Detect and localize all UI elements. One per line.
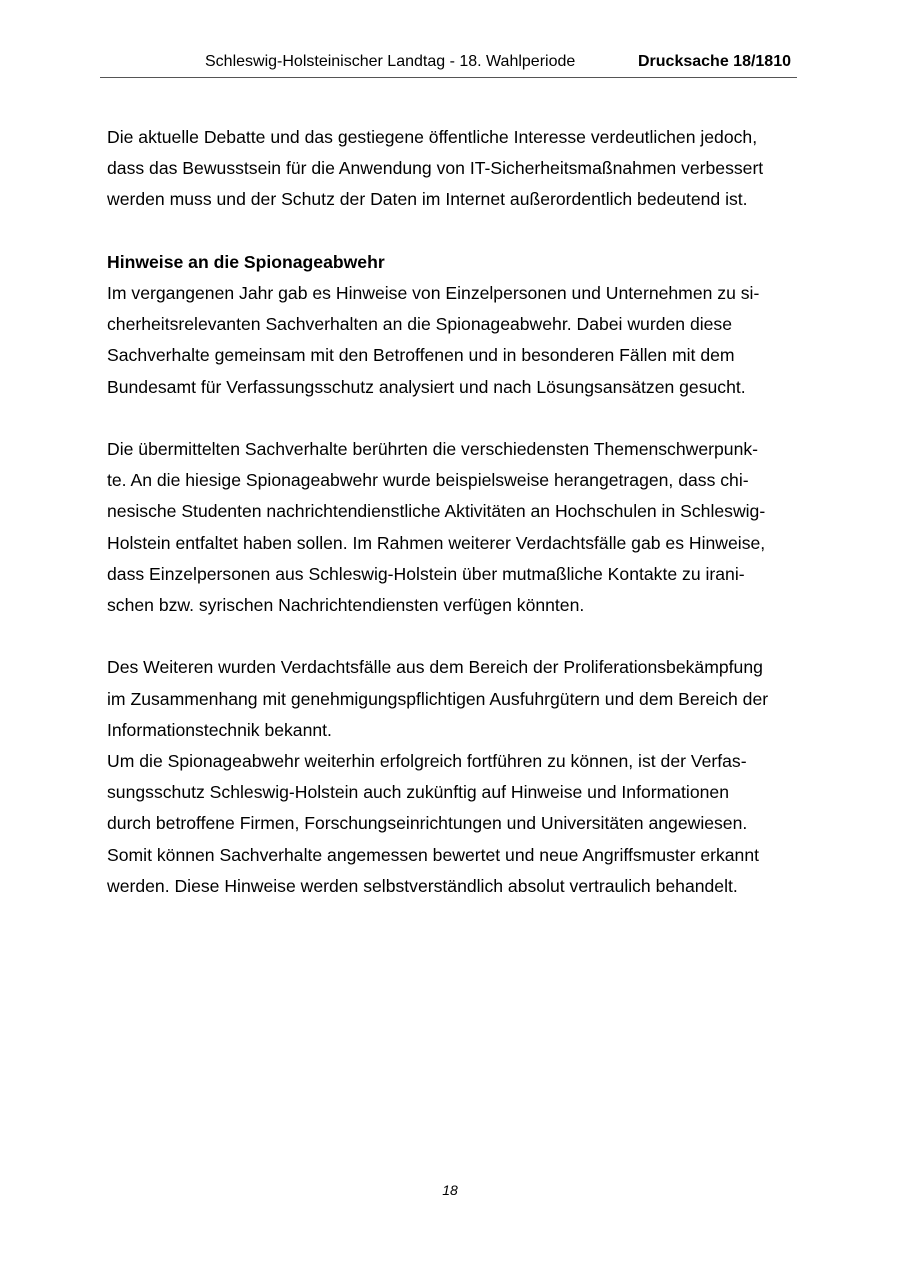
text-line: Die übermittelten Sachverhalte berührten die verschiedensten Themenschwerpunk- xyxy=(107,439,759,459)
page-header xyxy=(100,52,797,78)
text-line: Holstein entfaltet haben sollen. Im Rahmen weiterer Verdachtsfälle gab es Hinweise, xyxy=(107,532,766,553)
paragraph-cooperation xyxy=(107,746,797,902)
paragraph-it-security xyxy=(107,122,797,216)
paragraph-topics xyxy=(107,434,797,621)
text-line: Bundesamt für Verfassungsschutz analysiert und nach Lösungsansätzen gesucht. xyxy=(107,376,746,397)
text-line: nesische Studenten nachrichtendienstliche Aktivitäten an Hochschulen in Schleswig- xyxy=(107,501,766,522)
text-line: werden muss und der Schutz der Daten im Internet außerordentlich bedeutend ist. xyxy=(107,189,748,210)
page-number: 18 xyxy=(442,1182,458,1198)
text-line: werden. Diese Hinweise werden selbstverständlich absolut vertraulich behandelt. xyxy=(107,875,738,896)
text-line: durch betroffene Firmen, Forschungseinrichtungen und Universitäten angewiesen. xyxy=(107,813,748,834)
paragraph-spacer xyxy=(107,621,797,652)
header-title: Schleswig-Holsteinischer Landtag - 18. Wahlperiode xyxy=(205,53,576,70)
text-line: sungsschutz Schleswig-Holstein auch zukünftig auf Hinweise und Informationen xyxy=(107,782,729,803)
document-number: Drucksache 18/1810 xyxy=(638,53,791,70)
text-line: im Zusammenhang mit genehmigungspflichtigen Ausfuhrgütern und dem Bereich der xyxy=(107,688,769,709)
text-line: Sachverhalte gemeinsam mit den Betroffenen und in besonderen Fällen mit dem xyxy=(107,345,735,366)
text-line: Informationstechnik bekannt. xyxy=(107,719,332,740)
text-line: Somit können Sachverhalte angemessen bewertet und neue Angriffsmuster erkannt xyxy=(107,844,760,865)
text-line: te. An die hiesige Spionageabwehr wurde beispielsweise herangetragen, dass chi- xyxy=(107,470,749,491)
text-line: dass das Bewusstsein für die Anwendung von IT-Sicherheitsmaßnahmen verbessert xyxy=(107,158,764,179)
text-line: dass Einzelpersonen aus Schleswig-Holstein über mutmaßliche Kontakte zu irani- xyxy=(107,563,745,584)
text-line: Um die Spionageabwehr weiterhin erfolgreich fortführen zu können, ist der Verfas- xyxy=(107,751,747,772)
text-line: schen bzw. syrischen Nachrichtendiensten verfügen könnten. xyxy=(107,595,585,616)
section-heading: Hinweise an die Spionageabwehr xyxy=(107,251,385,272)
text-line: cherheitsrelevanten Sachverhalten an die Spionageabwehr. Dabei wurden diese xyxy=(107,314,732,335)
document-body xyxy=(107,122,797,902)
paragraph-hints xyxy=(107,278,797,403)
paragraph-spacer xyxy=(107,403,797,434)
paragraph-proliferation xyxy=(107,652,797,746)
text-line: Die aktuelle Debatte und das gestiegene öffentliche Interesse verdeutlichen jedoch, xyxy=(107,127,758,147)
text-line: Im vergangenen Jahr gab es Hinweise von Einzelpersonen und Unternehmen zu si- xyxy=(107,283,760,303)
paragraph-spacer xyxy=(107,216,797,247)
text-line: Des Weiteren wurden Verdachtsfälle aus dem Bereich der Proliferationsbekämpfung xyxy=(107,657,763,678)
